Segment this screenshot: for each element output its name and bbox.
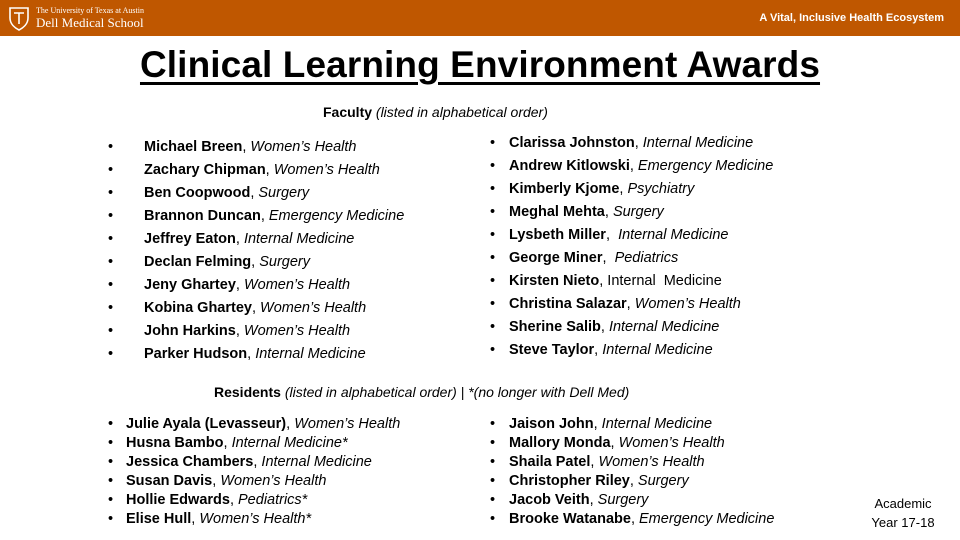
department: Pediatrics: [614, 250, 679, 266]
bullet: •: [490, 511, 496, 527]
list-item: [490, 491, 774, 510]
department: Internal Medicine*: [231, 435, 348, 451]
list-item: [490, 224, 773, 247]
awardee-name: Jaison John: [509, 416, 594, 432]
awardee-name: Kobina Ghartey: [144, 300, 252, 316]
separator: ,: [250, 185, 259, 201]
faculty-list-right: [490, 132, 773, 362]
faculty-note: (listed in alphabetical order): [375, 104, 548, 120]
department: Women’s Health: [260, 300, 367, 316]
dell-med-logo[interactable]: [6, 5, 144, 31]
header-tagline: A Vital, Inclusive Health Ecosystem: [759, 12, 944, 24]
department: Emergency Medicine: [639, 511, 775, 527]
awardee-name: Jacob Veith: [509, 492, 590, 508]
department: Internal Medicine: [618, 227, 729, 243]
awardee-name: Mallory Monda: [509, 435, 611, 451]
bullet: •: [108, 454, 114, 470]
faculty-list-left: [108, 136, 404, 366]
separator: ,: [610, 435, 619, 451]
list-item: [490, 155, 773, 178]
awardee-name: Andrew Kitlowski: [509, 158, 630, 174]
bullet: •: [490, 250, 496, 266]
bullet: •: [108, 185, 114, 201]
separator: ,: [589, 492, 598, 508]
bullet: •: [490, 342, 496, 358]
department: Emergency Medicine: [268, 208, 405, 224]
separator: ,: [634, 135, 643, 151]
department: Psychiatry: [627, 181, 695, 197]
bullet: •: [490, 319, 496, 335]
awardee-name: Julie Ayala (Levasseur): [126, 416, 287, 432]
separator: ,: [590, 454, 599, 470]
list-item: [108, 434, 400, 453]
bullet: •: [108, 300, 114, 316]
list-item: [108, 320, 404, 343]
awardee-name: George Miner: [509, 250, 603, 266]
awardee-name: Kimberly Kjome: [509, 181, 620, 197]
separator: ,: [247, 346, 256, 362]
department: Women’s Health: [220, 473, 327, 489]
list-item: [490, 293, 773, 316]
list-item: [108, 415, 400, 434]
separator: ,: [235, 231, 244, 247]
bullet: •: [490, 273, 496, 289]
separator: ,: [602, 250, 615, 266]
bullet: •: [490, 492, 496, 508]
academic-year: [862, 494, 944, 532]
awardee-name: Parker Hudson: [144, 346, 248, 362]
faculty-label: Faculty: [323, 104, 373, 120]
list-item: [490, 316, 773, 339]
department: Pediatrics*: [238, 492, 308, 508]
separator: ,: [619, 181, 628, 197]
list-item: [108, 453, 400, 472]
academic-year-line1: Academic: [874, 496, 932, 511]
logo-university: The University of Texas at Austin: [36, 6, 144, 15]
awardee-name: Husna Bambo: [126, 435, 224, 451]
department: Surgery: [597, 492, 649, 508]
list-item: [490, 270, 773, 293]
list-item: [108, 205, 404, 228]
header-bar: [0, 0, 960, 36]
separator: ,: [242, 139, 251, 155]
department: Surgery: [612, 204, 664, 220]
bullet: •: [108, 346, 114, 362]
residents-note: (listed in alphabetical order) | *(no longer with Dell Med): [284, 384, 630, 400]
department: Women’s Health: [243, 323, 351, 339]
faculty-heading: [323, 104, 548, 120]
bullet: •: [490, 416, 496, 432]
bullet: •: [108, 277, 114, 293]
bullet: •: [108, 254, 114, 270]
separator: ,: [604, 204, 613, 220]
bullet: •: [490, 135, 496, 151]
list-item: [108, 472, 400, 491]
separator: ,: [251, 254, 260, 270]
awardee-name: Elise Hull: [126, 511, 192, 527]
awardee-name: Susan Davis: [126, 473, 213, 489]
awardee-name: Ben Coopwood: [144, 185, 251, 201]
awardee-name: Jeffrey Eaton: [144, 231, 236, 247]
separator: ,: [265, 162, 274, 178]
list-item: [490, 415, 774, 434]
awardee-name: Zachary Chipman: [144, 162, 266, 178]
list-item: [108, 274, 404, 297]
bullet: •: [490, 296, 496, 312]
department: Internal Medicine: [608, 319, 720, 335]
separator: ,: [235, 323, 244, 339]
residents-label: Residents: [214, 384, 281, 400]
bullet: •: [108, 208, 114, 224]
department: Emergency Medicine: [637, 158, 774, 174]
list-item: [108, 251, 404, 274]
list-item: [490, 247, 773, 270]
separator: ,: [251, 300, 261, 316]
awardee-name: Shaila Patel: [509, 454, 591, 470]
list-item: [490, 453, 774, 472]
separator: ,: [630, 511, 639, 527]
bullet: •: [108, 162, 114, 178]
separator: ,: [594, 342, 603, 358]
department: Women’s Health*: [199, 511, 312, 527]
separator: ,: [600, 319, 609, 335]
list-item: [108, 491, 400, 510]
bullet: •: [490, 454, 496, 470]
awardee-name: Brooke Watanabe: [509, 511, 631, 527]
bullet: •: [108, 511, 114, 527]
list-item: [108, 510, 400, 529]
logo-school: Dell Medical School: [36, 15, 144, 30]
bullet: •: [490, 204, 496, 220]
list-item: [108, 297, 404, 320]
department: Internal Medicine: [642, 135, 754, 151]
awardee-name: Kirsten Nieto: [509, 273, 600, 289]
list-item: [108, 343, 404, 366]
department: Women’s Health: [250, 139, 357, 155]
separator: ,: [235, 277, 244, 293]
awardee-name: Christina Salazar: [509, 296, 627, 312]
awardee-name: Steve Taylor: [509, 342, 595, 358]
list-item: [108, 159, 404, 182]
bullet: •: [490, 227, 496, 243]
separator: ,: [260, 208, 269, 224]
awardee-name: Lysbeth Miller: [509, 227, 606, 243]
residents-list-left: [108, 415, 400, 529]
ut-seal-icon: [6, 5, 32, 31]
list-item: [490, 201, 773, 224]
awardee-name: Hollie Edwards: [126, 492, 230, 508]
department: Internal Medicine: [261, 454, 372, 470]
department: Women’s Health: [294, 416, 401, 432]
bullet: •: [490, 435, 496, 451]
awardee-name: Meghal Mehta: [509, 204, 605, 220]
awardee-name: Jeny Ghartey: [144, 277, 236, 293]
list-item: [490, 178, 773, 201]
bullet: •: [108, 231, 114, 247]
department: Internal Medicine: [602, 342, 713, 358]
department: Surgery: [258, 185, 310, 201]
separator: ,: [223, 435, 232, 451]
bullet: •: [490, 181, 496, 197]
list-item: [108, 136, 404, 159]
department: Internal Medicine: [243, 231, 355, 247]
residents-list-right: [490, 415, 774, 529]
separator: ,: [212, 473, 221, 489]
department: Surgery: [259, 254, 311, 270]
department: Women’s Health: [634, 296, 741, 312]
separator: ,: [629, 473, 638, 489]
separator: ,: [629, 158, 638, 174]
department: Women’s Health: [273, 162, 380, 178]
list-item: [108, 228, 404, 251]
awardee-name: Clarissa Johnston: [509, 135, 635, 151]
bullet: •: [108, 416, 114, 432]
list-item: [108, 182, 404, 205]
separator: ,: [253, 454, 262, 470]
separator: ,: [626, 296, 635, 312]
list-item: [490, 339, 773, 362]
bullet: •: [490, 158, 496, 174]
bullet: •: [108, 323, 114, 339]
department: Internal Medicine: [601, 416, 713, 432]
bullet: •: [108, 492, 114, 508]
separator: ,: [605, 227, 619, 243]
awardee-name: John Harkins: [144, 323, 236, 339]
department: Surgery: [637, 473, 689, 489]
bullet: •: [108, 473, 114, 489]
department: Internal Medicine: [255, 346, 366, 362]
awardee-name: Sherine Salib: [509, 319, 601, 335]
residents-heading: [214, 384, 629, 400]
department: Women’s Health: [243, 277, 351, 293]
academic-year-line2: Year 17-18: [871, 515, 935, 530]
department: Women’s Health: [618, 435, 725, 451]
list-item: [490, 132, 773, 155]
separator: , Internal Medicine: [599, 273, 722, 289]
list-item: [490, 434, 774, 453]
page-title: Clinical Learning Environment Awards: [139, 44, 821, 85]
separator: ,: [229, 492, 239, 508]
awardee-name: Michael Breen: [144, 139, 243, 155]
list-item: [490, 472, 774, 491]
department: Women’s Health: [598, 454, 705, 470]
bullet: •: [108, 435, 114, 451]
separator: ,: [191, 511, 200, 527]
awardee-name: Jessica Chambers: [126, 454, 254, 470]
separator: ,: [286, 416, 295, 432]
awardee-name: Christopher Riley: [509, 473, 630, 489]
bullet: •: [108, 139, 114, 155]
list-item: [490, 510, 774, 529]
awardee-name: Declan Felming: [144, 254, 252, 270]
bullet: •: [490, 473, 496, 489]
awardee-name: Brannon Duncan: [144, 208, 261, 224]
separator: ,: [593, 416, 602, 432]
